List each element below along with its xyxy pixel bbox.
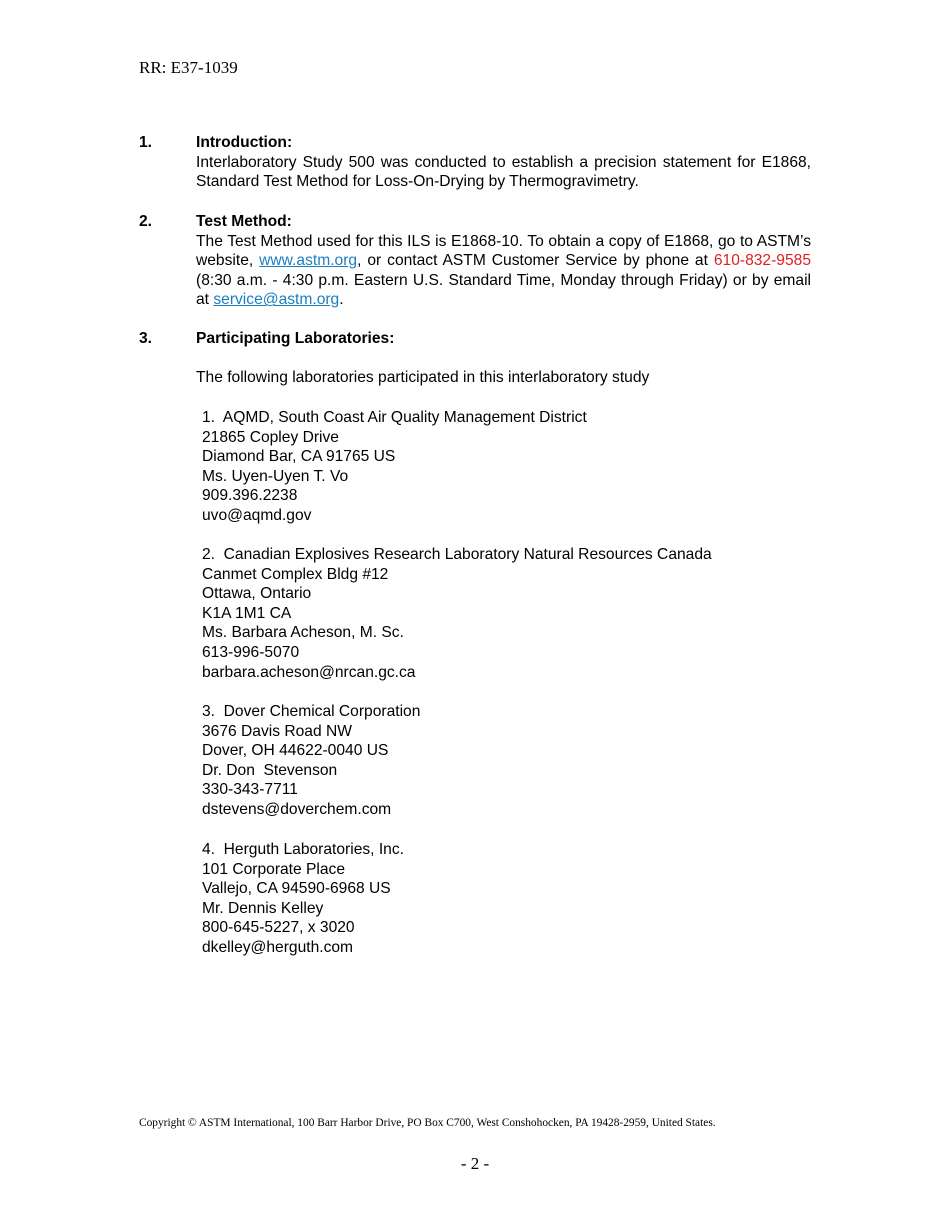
lab-contact: Mr. Dennis Kelley — [202, 899, 324, 917]
lab-address: 3676 Davis Road NW — [202, 722, 352, 740]
phone-number: 610-832-9585 — [713, 252, 811, 270]
section-number: 1. — [139, 134, 153, 151]
lab-phone: 909.396.2238 — [202, 487, 298, 505]
lab-name: 3. Dover Chemical Corporation — [202, 703, 421, 720]
lab-entry — [202, 702, 420, 820]
lab-contact: Dr. Don Stevenson — [202, 761, 338, 779]
lab-phone: 800-645-5227, x 3020 — [202, 919, 355, 937]
page-number: - 2 - — [460, 1154, 490, 1173]
section-intro: The following laboratories participated in this interlaboratory study — [196, 369, 650, 387]
lab-address: 101 Corporate Place — [202, 860, 346, 878]
text-part: . — [339, 291, 344, 309]
section-title: Participating Laboratories: — [196, 330, 395, 347]
lab-address: Ottawa, Ontario — [202, 585, 312, 603]
lab-phone: 330-343-7711 — [202, 781, 298, 799]
lab-entry — [202, 545, 712, 682]
lab-contact: Ms. Barbara Acheson, M. Sc. — [202, 624, 404, 642]
lab-entry — [202, 840, 404, 958]
lab-address: 21865 Copley Drive — [202, 428, 339, 446]
text-part: The Test Method used for this ILS is E1868-10. To obtain a copy of E1868, go to ASTM’s website, — [196, 232, 811, 270]
section-text: Interlaboratory Study 500 was conducted to establish a precision statement for E1868, Standard Test Method for Loss-On-Drying by Thermogravimetry. — [196, 153, 811, 191]
lab-address: K1A 1M1 CA — [202, 604, 292, 622]
lab-address: Vallejo, CA 94590-6968 US — [202, 880, 391, 898]
lab-entry — [202, 408, 587, 526]
lab-email: uvo@aqmd.gov — [202, 506, 312, 524]
lab-address: Dover, OH 44622-0040 US — [202, 742, 389, 760]
email-link[interactable]: service@astm.org — [213, 291, 340, 309]
section-title: Introduction: — [196, 134, 293, 151]
copyright-footer: Copyright © ASTM International, 100 Barr Harbor Drive, PO Box C700, West Conshohocken, PA 19428-2959, United States. — [139, 1117, 716, 1129]
section-test-method — [139, 212, 811, 310]
section-title: Test Method: — [196, 213, 292, 230]
section-number: 2. — [139, 213, 153, 230]
lab-name: 4. Herguth Laboratories, Inc. — [202, 841, 404, 858]
website-link[interactable]: www.astm.org — [259, 252, 358, 270]
lab-address: Canmet Complex Bldg #12 — [202, 565, 389, 583]
text-part: (8:30 a.m. - 4:30 p.m. Eastern U.S. Standard Time, Monday through Friday) or by email at — [196, 271, 811, 309]
section-text — [196, 232, 811, 310]
lab-name: 2. Canadian Explosives Research Laboratory Natural Resources Canada — [202, 546, 712, 563]
lab-name: 1. AQMD, South Coast Air Quality Management District — [202, 409, 587, 426]
lab-contact: Ms. Uyen-Uyen T. Vo — [202, 467, 349, 485]
lab-email: dkelley@herguth.com — [202, 938, 354, 956]
lab-address: Diamond Bar, CA 91765 US — [202, 448, 396, 466]
lab-email: barbara.acheson@nrcan.gc.ca — [202, 663, 416, 681]
section-number: 3. — [139, 330, 153, 347]
lab-email: dstevens@doverchem.com — [202, 800, 392, 818]
text-part: , or contact ASTM Customer Service by phone at — [357, 252, 714, 270]
section-introduction — [139, 133, 811, 192]
document-reference: RR: E37-1039 — [139, 58, 238, 77]
section-participating-laboratories — [139, 329, 811, 388]
lab-phone: 613-996-5070 — [202, 643, 300, 661]
